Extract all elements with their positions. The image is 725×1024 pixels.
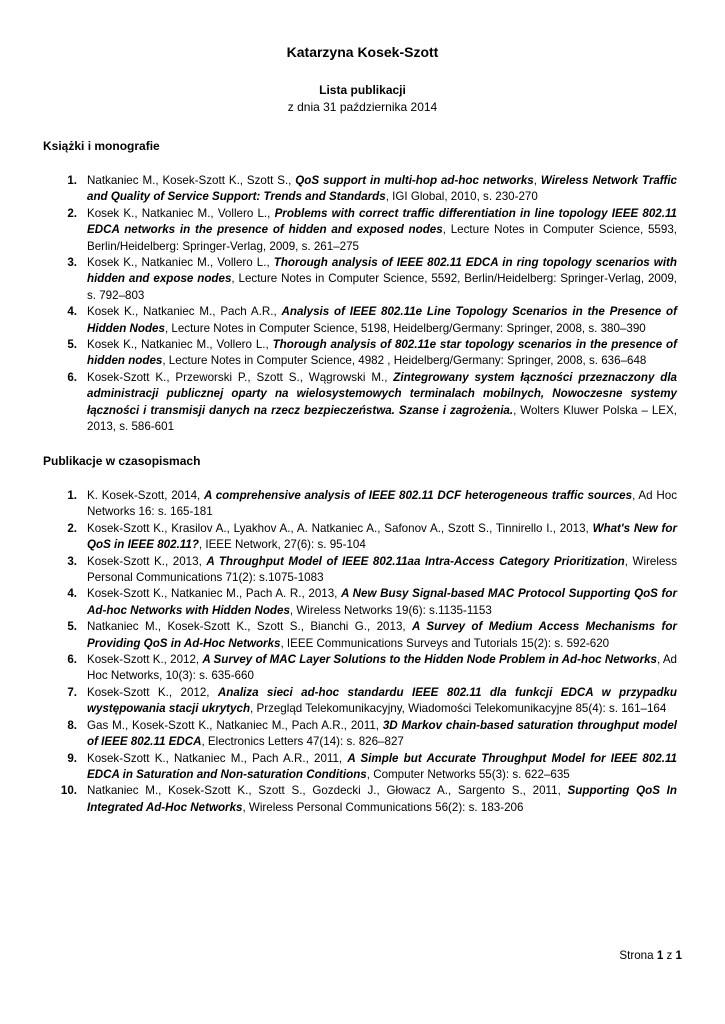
item-title: Thorough analysis of IEEE 802.11 EDCA in ring topology scenarios with hidden and expose nodes — [87, 256, 677, 286]
item-number: 8. — [67, 718, 77, 732]
list-item — [43, 554, 677, 587]
item-source: , Lecture Notes in Computer Science, 5592, Berlin/Heidelberg: Springer-Verlag, 2009, s. 792–803 — [87, 272, 677, 302]
list-item — [43, 685, 677, 718]
item-authors: Kosek K., Natkaniec M., Vollero L., — [87, 256, 274, 270]
page-footer — [619, 948, 682, 964]
item-number: 3. — [67, 256, 77, 270]
item-source: , Lecture Notes in Computer Science, 5198, Heidelberg/Germany: Springer, 2008, s. 380–390 — [164, 321, 646, 335]
item-number: 10. — [60, 784, 77, 798]
item-title: Zintegrowany system łączności przeznaczony dla administracji publicznej oparty na wielosystemowych terminalach mobilnych, Nowoczesne systemy łączności i transmisji danych na rzecz bezpieczeństwa. Szanse i zagrożenia. — [87, 370, 677, 417]
item-number: 1. — [67, 489, 77, 502]
list-item — [43, 370, 677, 436]
item-source: , Ad Hoc Networks 16: s. 165-181 — [87, 489, 677, 519]
section-heading-books: Książki i monografie — [43, 139, 160, 153]
item-separator: , — [533, 174, 541, 187]
item-number: 2. — [67, 206, 77, 220]
item-title: Analiza sieci ad-hoc standardu IEEE 802.11 dla funkcji EDCA w przypadku występowania stacji ukrytych — [87, 685, 677, 716]
item-number: 3. — [67, 554, 77, 568]
item-title: Analysis of IEEE 802.11e Line Topology Scenarios in the Presence of Hidden Nodes — [87, 305, 678, 335]
item-title: A Survey of Medium Access Mechanisms for Providing QoS in Ad-Hoc Networks — [87, 620, 677, 650]
item-authors: Kosek-Szott K., Przeworski P., Szott S., Wągrowski M., — [87, 370, 394, 384]
list-item — [43, 206, 677, 255]
item-source: , IGI Global, 2010, s. 230-270 — [385, 190, 538, 204]
item-source: , Ad Hoc Networks, 10(3): s. 635-660 — [87, 653, 678, 683]
list-item — [43, 619, 677, 652]
list-item — [43, 304, 677, 337]
item-title: What's New for QoS in IEEE 802.11? — [87, 521, 677, 552]
item-title: A Throughput Model of IEEE 802.11aa Intra-Access Category Prioritization — [206, 554, 625, 568]
item-number: 4. — [67, 587, 77, 601]
item-book-title: Wireless Network Traffic and Quality of Service Support: Trends and Standards — [87, 174, 677, 204]
list-item — [43, 718, 677, 751]
item-source: , Electronics Letters 47(14): s. 826–827 — [201, 735, 404, 749]
item-title: A New Busy Signal-based MAC Protocol Supporting QoS for Ad-hoc Networks with Hidden Nodes — [87, 587, 677, 617]
list-item — [43, 255, 677, 304]
list-item — [43, 751, 677, 784]
item-title: A Survey of MAC Layer Solutions to the Hidden Node Problem in Ad-hoc Networks — [202, 653, 658, 667]
item-authors: Natkaniec M., Kosek-Szott K., Szott S., — [87, 174, 296, 187]
item-number: 7. — [67, 685, 77, 699]
item-authors: Kosek-Szott K., 2013, — [87, 554, 207, 568]
item-number: 6. — [67, 653, 77, 667]
item-source: , Computer Networks 55(3): s. 622–635 — [366, 767, 570, 781]
item-number: 9. — [67, 751, 77, 765]
journals-list — [43, 488, 677, 816]
item-authors: Kosek-Szott K., Krasilov A., Lyakhov A., A. Natkaniec A., Safonov A., Szott S., Tinnirello I., 2013, — [87, 521, 593, 535]
item-authors: K. Kosek-Szott, 2014, — [87, 489, 205, 502]
item-source: , Wireless Personal Communications 56(2): s. 183-206 — [242, 800, 524, 814]
item-title: 3D Markov chain-based saturation throughput model of IEEE 802.11 EDCA — [87, 718, 677, 749]
item-number: 5. — [67, 338, 77, 352]
footer-current-page: 1 — [656, 949, 664, 962]
item-source: , Wireless Networks 19(6): s.1135-1153 — [289, 603, 492, 617]
item-authors: Kosek K., Natkaniec M., Vollero L., — [87, 338, 273, 352]
item-title: Problems with correct traffic differentiation in line topology IEEE 802.11 EDCA networks in the presence of hidden and exposed nodes — [87, 206, 677, 237]
item-authors: Kosek-Szott K., Natkaniec M., Pach A. R., 2013, — [87, 587, 342, 601]
item-authors: Natkaniec M., Kosek-Szott K., Szott S., Bianchi G., 2013, — [87, 620, 413, 634]
section-heading-journals: Publikacje w czasopismach — [43, 454, 201, 468]
item-number: 5. — [67, 620, 77, 634]
item-authors: Kosek-Szott K., 2012, — [87, 653, 203, 667]
item-source: , Lecture Notes in Computer Science, 5593, Berlin/Heidelberg: Springer-Verlag, 2009, s. 261–275 — [87, 223, 677, 253]
item-source: , Wolters Kluwer Polska – LEX, 2013, s. 586-601 — [87, 403, 677, 434]
item-title: A comprehensive analysis of IEEE 802.11 DCF heterogeneous traffic sources — [204, 489, 633, 502]
list-item — [43, 488, 677, 521]
list-item — [43, 783, 677, 816]
list-item — [43, 173, 677, 206]
list-item — [43, 521, 677, 554]
item-title: Thorough analysis of 802.11e star topology scenarios in the presence of hidden nodes — [87, 338, 677, 368]
list-item — [43, 586, 677, 619]
item-authors: Gas M., Kosek-Szott K., Natkaniec M., Pach A.R., 2011, — [87, 718, 383, 732]
item-authors: Kosek K., Natkaniec M., Pach A.R., — [87, 305, 282, 319]
item-authors: Kosek K., Natkaniec M., Vollero L., — [87, 206, 275, 220]
item-number: 1. — [67, 174, 77, 187]
list-title: Lista publikacji — [319, 83, 406, 97]
item-authors: Kosek-Szott K., 2012, — [87, 685, 218, 699]
item-authors: Natkaniec M., Kosek-Szott K., Szott S., Gozdecki J., Głowacz A., Sargento S., 2011, — [87, 784, 568, 798]
item-title: Supporting QoS In Integrated Ad-Hoc Networks — [87, 784, 677, 814]
list-item — [43, 337, 677, 370]
item-source: , Wireless Personal Communications 71(2): s.1075-1083 — [87, 554, 677, 585]
item-source: , IEEE Communications Surveys and Tutorials 15(2): s. 592-620 — [280, 636, 610, 650]
item-number: 6. — [67, 370, 77, 384]
item-number: 4. — [67, 305, 77, 319]
item-title: A Simple but Accurate Throughput Model for IEEE 802.11 EDCA in Saturation and Non-saturation Conditions — [87, 751, 677, 781]
item-source: , Lecture Notes in Computer Science, 4982 , Heidelberg/Germany: Springer, 2008, s. 636–648 — [162, 354, 647, 368]
footer-label: Strona — [619, 949, 654, 962]
books-list — [43, 173, 677, 436]
item-source: , Przegląd Telekomunikacyjny, Wiadomości Telekomunikacyjne 85(4): s. 161–164 — [250, 702, 667, 716]
item-title: QoS support in multi-hop ad-hoc networks — [295, 174, 534, 187]
item-source: , IEEE Network, 27(6): s. 95-104 — [198, 538, 366, 552]
list-item — [43, 652, 677, 685]
footer-total-pages: 1 — [675, 949, 682, 962]
item-number: 2. — [67, 521, 77, 535]
author-name: Katarzyna Kosek-Szott — [286, 44, 439, 60]
footer-of: z — [666, 949, 673, 962]
item-authors: Kosek-Szott K., Natkaniec M., Pach A.R., 2011, — [87, 751, 348, 765]
list-date: z dnia 31 października 2014 — [287, 100, 438, 114]
